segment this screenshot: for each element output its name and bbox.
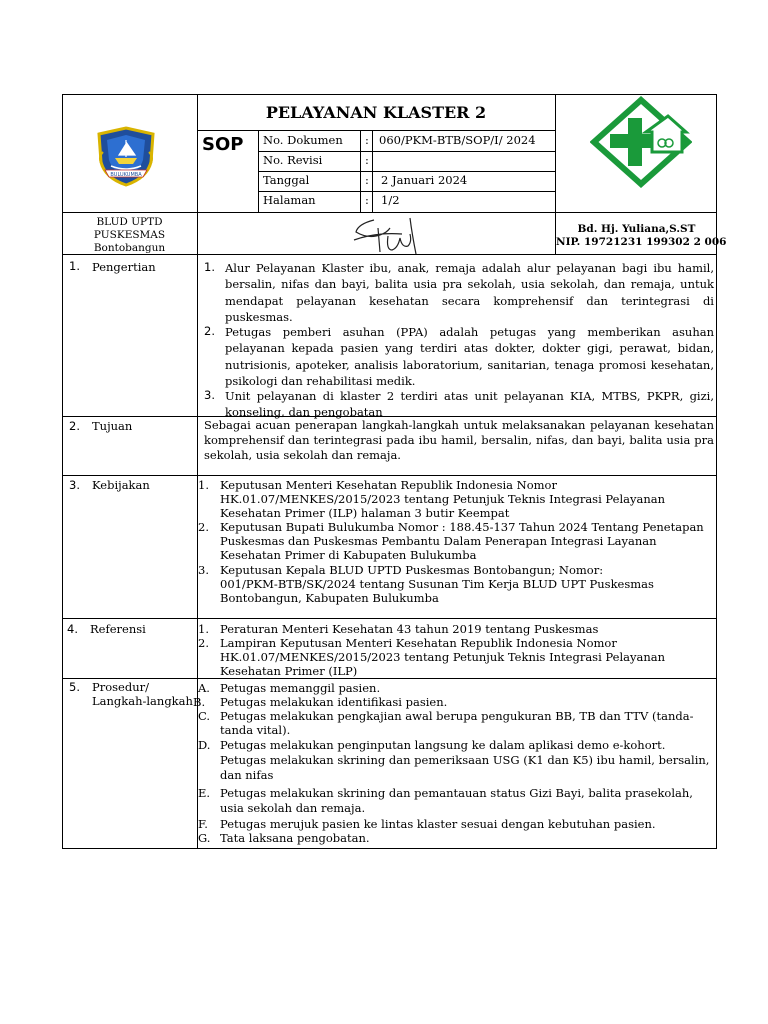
list-item-number: D. xyxy=(198,738,211,752)
section-label-langkah: Langkah-langkah xyxy=(92,694,193,708)
sop-table-top xyxy=(197,130,555,131)
tujuan-text: Sebagai acuan penerapan langkah-langkah untuk melaksanakan pelayanan kesehatan komprehensif dan terintegrasi pada ibu hamil, bersalin, nifas, dan bayi, balita usia pra sekolah, usia sekolah dan remaja. xyxy=(204,418,714,462)
list-item-number: B. xyxy=(193,695,206,709)
list-item-number: G. xyxy=(198,831,211,845)
tanggal-label: Tanggal xyxy=(263,173,310,187)
list-item-line: usia sekolah dan remaja. xyxy=(220,801,366,815)
section-number: 5. xyxy=(69,680,80,694)
list-item-line: Keputusan Bupati Bulukumba Nomor : 188.45-137 Tahun 2024 Tentang Penetapan xyxy=(220,520,704,534)
list-item: Petugas pemberi asuhan (PPA) adalah petugas yang memberikan asuhan pelayanan kepada pasien yang terdiri atas dokter, dokter gigi, perawat, bidan, nutrisionis, apoteker, analisis laboratorium, sanitarian, tenaga promosi kesehatan, psikologi dan rehabilitasi medik. xyxy=(225,325,714,388)
list-item-number: 1. xyxy=(198,478,209,492)
halaman-label: Halaman xyxy=(263,193,316,207)
section-number: 4. xyxy=(67,622,78,636)
sop-table-line xyxy=(258,191,555,192)
tanggal-sep: : xyxy=(365,173,369,187)
list-item-line: Keputusan Menteri Kesehatan Republik Indonesia Nomor xyxy=(220,478,557,492)
list-item-number: E. xyxy=(198,786,211,800)
no-revisi-sep: : xyxy=(365,153,369,167)
list-item-line: Petugas melakukan skrining dan pemantauan status Gizi Bayi, balita prasekolah, xyxy=(220,786,693,800)
list-item-line: Tata laksana pengobatan. xyxy=(220,831,370,845)
list-item-line: dan nifas xyxy=(220,768,274,782)
sop-table-vline xyxy=(372,130,373,212)
list-item-line: Petugas melakukan pengkajian awal berupa pengukuran BB, TB dan TTV (tanda- xyxy=(220,709,694,723)
list-item-line: Peraturan Menteri Kesehatan 43 tahun 2019 tentang Puskesmas xyxy=(220,622,599,636)
section-number: 2. xyxy=(69,419,80,433)
logo-text: BULUKUMBA xyxy=(110,172,142,178)
list-item-line: HK.01.07/MENKES/2015/2023 tentang Petunjuk Teknis Integrasi Pelayanan xyxy=(220,650,666,664)
org-line-2: PUSKESMAS xyxy=(93,229,166,241)
section-label-pengertian: Pengertian xyxy=(92,260,156,274)
list-item-number: C. xyxy=(198,709,211,723)
sop-label: SOP xyxy=(202,134,244,155)
list-item-line: Puskesmas dan Puskesmas Pembantu Dalam Penerapan Integrasi Layanan xyxy=(220,534,657,548)
list-item-line: Bontobangun, Kabupaten Bulukumba xyxy=(220,591,439,605)
list-item-line: Petugas melakukan skrining dan pemeriksaan USG (K1 dan K5) ibu hamil, bersalin, xyxy=(220,753,710,767)
section-number: 3. xyxy=(69,478,80,492)
list-item-line: Kesehatan Primer (ILP) xyxy=(220,664,358,678)
list-item-number: 2. xyxy=(204,324,215,338)
list-item-number: A. xyxy=(198,681,210,695)
list-item-line: Kesehatan Primer di Kabupaten Bulukumba xyxy=(220,548,477,562)
column-divider xyxy=(197,94,198,849)
halaman-sep: : xyxy=(365,193,369,207)
section-label-kebijakan: Kebijakan xyxy=(92,478,150,492)
puskesmas-logo xyxy=(590,96,692,188)
list-item-number: 3. xyxy=(204,388,215,402)
section-label-tujuan: Tujuan xyxy=(92,419,133,433)
section-label-referensi: Referensi xyxy=(90,622,146,636)
list-item-number: 1. xyxy=(204,260,215,274)
row-line xyxy=(62,475,717,476)
section-number: 1. xyxy=(69,259,80,273)
signature xyxy=(346,214,426,256)
org-line-1: BLUD UPTD xyxy=(96,216,163,228)
list-item: Unit pelayanan di klaster 2 terdiri atas unit pelayanan KIA, MTBS, PKPR, gizi, konseling, dan pengobatan xyxy=(225,389,714,420)
signer-nip: NIP. 19721231 199302 2 006 xyxy=(556,236,727,248)
no-dokumen-sep: : xyxy=(365,133,369,147)
list-item-number: 3. xyxy=(198,563,209,577)
page-title: PELAYANAN KLASTER 2 xyxy=(265,103,487,122)
sop-table-vline xyxy=(258,130,259,212)
row-line xyxy=(62,678,717,679)
list-item: Alur Pelayanan Klaster ibu, anak, remaja adalah alur pelayanan bagi ibu hamil, bersalin, nifas dan bayi, balita usia pra sekolah, usia sekolah, dan remaja, untuk mendapat pelayanan kesehatan secara komprehensif dan terintegrasi di puskesmas. xyxy=(225,261,714,324)
list-item-line: Petugas merujuk pasien ke lintas klaster sesuai dengan kebutuhan pasien. xyxy=(220,817,656,831)
list-item-line: Petugas memanggil pasien. xyxy=(220,681,381,695)
list-item-line: Keputusan Kepala BLUD UPTD Puskesmas Bontobangun; Nomor: xyxy=(220,563,604,577)
list-item-line: tanda vital). xyxy=(220,723,291,737)
no-dokumen-value: 060/PKM-BTB/SOP/I/ 2024 xyxy=(379,133,536,147)
list-item-line: HK.01.07/MENKES/2015/2023 tentang Petunjuk Teknis Integrasi Pelayanan xyxy=(220,492,666,506)
list-item-line: 001/PKM-BTB/SK/2024 tentang Susunan Tim Kerja BLUD UPT Puskesmas xyxy=(220,577,654,591)
halaman-value: 1/2 xyxy=(381,193,400,207)
no-revisi-label: No. Revisi xyxy=(263,153,323,167)
list-item-number: 2. xyxy=(198,636,209,650)
list-item-line: Petugas melakukan penginputan langsung ke dalam aplikasi demo e-kohort. xyxy=(220,738,666,752)
sop-table-line xyxy=(258,151,555,152)
no-dokumen-label: No. Dokumen xyxy=(263,133,343,147)
section-label-prosedur: Prosedur/ xyxy=(92,680,150,694)
bulukumba-logo xyxy=(91,122,161,188)
list-item-number: 2. xyxy=(198,520,209,534)
row-line xyxy=(62,212,717,213)
tanggal-value: 2 Januari 2024 xyxy=(381,173,468,187)
signer-name: Bd. Hj. Yuliana,S.ST xyxy=(577,223,696,235)
row-line xyxy=(62,618,717,619)
org-line-3: Bontobangun xyxy=(93,242,166,254)
list-item-number: F. xyxy=(198,817,208,831)
sop-table-line xyxy=(258,171,555,172)
list-item-line: Lampiran Keputusan Menteri Kesehatan Republik Indonesia Nomor xyxy=(220,636,617,650)
sop-table-vline xyxy=(360,130,361,212)
list-item-line: Petugas melakukan identifikasi pasien. xyxy=(220,695,448,709)
list-item-number: 1. xyxy=(198,622,209,636)
list-item-line: Kesehatan Primer (ILP) halaman 3 butir Keempat xyxy=(220,506,510,520)
